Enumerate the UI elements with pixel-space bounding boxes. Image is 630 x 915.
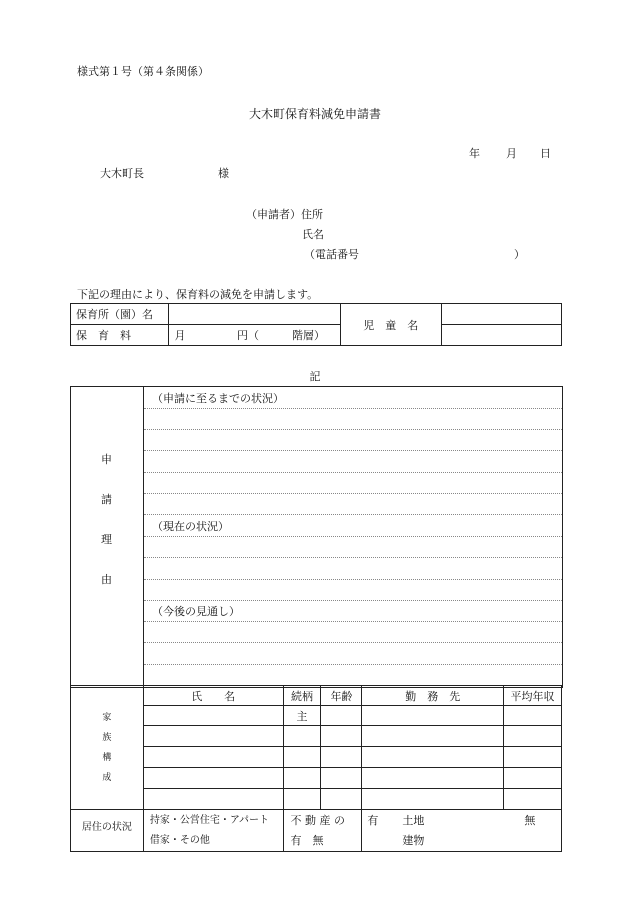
applicant-address-label: （申請者）住所 (246, 208, 323, 221)
residence-label: 居住の状況 (71, 810, 144, 852)
ki-label: 記 (309, 370, 321, 383)
form-number: 様式第１号（第４条関係） (77, 65, 209, 78)
family-relation-1: 主 (283, 706, 321, 726)
header-income: 平均年収 (504, 686, 562, 706)
residence-types[interactable] (143, 810, 283, 852)
nursery-value[interactable] (168, 304, 340, 325)
form-title: 大木町保育料減免申請書 (248, 107, 381, 121)
header-age: 年齢 (321, 686, 362, 706)
family-name-2[interactable] (143, 726, 283, 747)
family-name-4[interactable] (143, 768, 283, 789)
family-work-4[interactable] (362, 768, 504, 789)
header-name: 氏 名 (143, 686, 283, 706)
family-name-1[interactable] (143, 706, 283, 726)
property-label (283, 810, 362, 852)
family-name-5[interactable] (143, 789, 283, 810)
family-work-3[interactable] (362, 747, 504, 768)
child-name-value-2[interactable] (441, 325, 561, 346)
family-side-2: 族 (102, 732, 112, 743)
property-has: 有 (367, 813, 379, 827)
family-income-2[interactable] (504, 726, 562, 747)
addressee: 大木町長 (100, 167, 144, 180)
header-relation: 続柄 (283, 686, 321, 706)
honorific: 様 (218, 167, 229, 180)
child-name-label: 児 童 名 (340, 304, 441, 346)
family-income-1[interactable] (504, 706, 562, 726)
family-side (71, 686, 144, 810)
reason-side-1: 申 (101, 453, 112, 466)
property-line2: 有 無 (290, 833, 324, 847)
reason-lines[interactable] (144, 387, 562, 687)
family-age-2[interactable] (321, 726, 362, 747)
property-none: 無 (524, 813, 536, 827)
family-side-3: 構 (102, 752, 112, 763)
applicant-name-label: 氏名 (302, 228, 324, 241)
date-day: 日 (540, 147, 551, 160)
reason-section-3: （今後の見通し） (152, 605, 240, 618)
family-income-3[interactable] (504, 747, 562, 768)
info-table (70, 303, 562, 346)
reason-side-2: 請 (101, 493, 112, 506)
property-land: 土地 (402, 813, 425, 827)
family-age-3[interactable] (321, 747, 362, 768)
family-age-4[interactable] (321, 768, 362, 789)
applicant-phone-close: ） (514, 248, 525, 261)
family-name-3[interactable] (143, 747, 283, 768)
family-side-4: 成 (102, 772, 112, 783)
family-age-5[interactable] (321, 789, 362, 810)
date-month: 月 (506, 147, 517, 160)
reason-side-3: 理 (101, 533, 112, 546)
family-relation-4[interactable] (283, 768, 321, 789)
property-building: 建物 (402, 833, 425, 847)
fee-value[interactable] (168, 325, 340, 346)
property-line1: 不 動 産 の (290, 813, 346, 827)
family-age-1[interactable] (321, 706, 362, 726)
family-relation-5[interactable] (283, 789, 321, 810)
family-income-5[interactable] (504, 789, 562, 810)
fee-label: 保 育 料 (71, 325, 169, 346)
date-year: 年 (469, 147, 480, 160)
family-table (70, 685, 562, 852)
reason-box (70, 386, 563, 688)
residence-types-line1: 持家・公営住宅・アパート (149, 814, 270, 826)
reason-section-2: （現在の状況） (152, 520, 229, 533)
nursery-label: 保育所（園）名 (71, 304, 169, 325)
reason-section-1: （申請に至るまでの状況） (152, 392, 284, 405)
residence-types-line2: 借家・その他 (149, 834, 210, 846)
property-detail[interactable] (362, 810, 562, 852)
family-work-2[interactable] (362, 726, 504, 747)
fee-yen-floor: 円（ 階層） (237, 329, 326, 342)
family-relation-2[interactable] (283, 726, 321, 747)
reason-side-4: 由 (101, 573, 112, 586)
applicant-phone-label: （電話番号 (304, 248, 359, 261)
family-work-5[interactable] (362, 789, 504, 810)
family-income-4[interactable] (504, 768, 562, 789)
family-relation-3[interactable] (283, 747, 321, 768)
intro-text: 下記の理由により、保育料の減免を申請します。 (77, 288, 319, 301)
fee-month: 月 (174, 329, 186, 342)
family-work-1[interactable] (362, 706, 504, 726)
header-work: 勤 務 先 (362, 686, 504, 706)
family-side-1: 家 (102, 712, 112, 723)
child-name-value-1[interactable] (441, 304, 561, 325)
